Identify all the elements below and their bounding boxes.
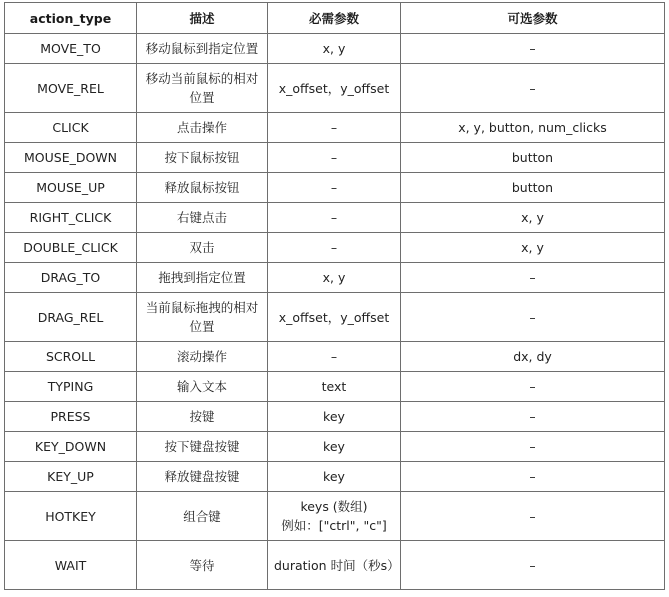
cell-action-type: MOUSE_DOWN [5,143,137,173]
cell-optional: – [401,541,665,590]
cell-required: x, y [268,263,401,293]
cell-action-type: MOVE_TO [5,34,137,64]
cell-action-type: DRAG_TO [5,263,137,293]
cell-description: 按下鼠标按钮 [137,143,268,173]
table-row [5,342,665,372]
action-types-table [4,2,665,590]
table-header-row [5,3,665,34]
cell-required: key [268,462,401,492]
cell-action-type: TYPING [5,372,137,402]
cell-action-type: RIGHT_CLICK [5,203,137,233]
cell-required: – [268,342,401,372]
table-row [5,203,665,233]
cell-optional: – [401,492,665,541]
cell-required: text [268,372,401,402]
table-row [5,64,665,113]
cell-description: 滚动操作 [137,342,268,372]
header-optional-params: 可选参数 [401,3,665,34]
table-row [5,233,665,263]
cell-required: keys (数组) 例如：["ctrl", "c"] [268,492,401,541]
cell-description: 输入文本 [137,372,268,402]
cell-optional: – [401,64,665,113]
cell-action-type: HOTKEY [5,492,137,541]
table-row [5,402,665,432]
cell-description: 组合键 [137,492,268,541]
cell-required: x, y [268,34,401,64]
cell-required: x_offset，y_offset [268,64,401,113]
action-table-container [4,2,665,590]
table-row [5,372,665,402]
cell-optional: – [401,402,665,432]
cell-optional: – [401,34,665,64]
cell-description: 移动当前鼠标的相对位置 [137,64,268,113]
cell-action-type: DOUBLE_CLICK [5,233,137,263]
cell-action-type: CLICK [5,113,137,143]
cell-required: – [268,143,401,173]
cell-required: – [268,233,401,263]
cell-optional: – [401,293,665,342]
cell-required: – [268,203,401,233]
cell-optional: x, y, button, num_clicks [401,113,665,143]
table-row [5,432,665,462]
cell-description: 当前鼠标拖拽的相对位置 [137,293,268,342]
table-row [5,293,665,342]
cell-required: x_offset，y_offset [268,293,401,342]
cell-description: 按键 [137,402,268,432]
cell-description: 双击 [137,233,268,263]
cell-description: 按下键盘按键 [137,432,268,462]
cell-action-type: SCROLL [5,342,137,372]
cell-action-type: MOVE_REL [5,64,137,113]
cell-action-type: WAIT [5,541,137,590]
cell-description: 拖拽到指定位置 [137,263,268,293]
cell-description: 移动鼠标到指定位置 [137,34,268,64]
cell-description: 释放鼠标按钮 [137,173,268,203]
table-row [5,462,665,492]
cell-description: 点击操作 [137,113,268,143]
table-row [5,173,665,203]
cell-required: – [268,113,401,143]
cell-description: 右键点击 [137,203,268,233]
cell-optional: – [401,432,665,462]
cell-optional: – [401,462,665,492]
cell-optional: x, y [401,233,665,263]
cell-optional: button [401,173,665,203]
cell-required: duration 时间（秒s） [268,541,401,590]
cell-action-type: PRESS [5,402,137,432]
cell-optional: – [401,263,665,293]
table-row [5,492,665,541]
cell-action-type: KEY_DOWN [5,432,137,462]
header-required-params: 必需参数 [268,3,401,34]
header-action-type: action_type [5,3,137,34]
cell-optional: dx, dy [401,342,665,372]
table-row [5,34,665,64]
cell-optional: button [401,143,665,173]
cell-required: key [268,432,401,462]
cell-description: 等待 [137,541,268,590]
cell-action-type: DRAG_REL [5,293,137,342]
table-row [5,143,665,173]
cell-description: 释放键盘按键 [137,462,268,492]
table-row [5,263,665,293]
table-row [5,541,665,590]
header-description: 描述 [137,3,268,34]
cell-optional: x, y [401,203,665,233]
cell-action-type: MOUSE_UP [5,173,137,203]
cell-action-type: KEY_UP [5,462,137,492]
cell-required: – [268,173,401,203]
cell-optional: – [401,372,665,402]
cell-required: key [268,402,401,432]
table-row [5,113,665,143]
